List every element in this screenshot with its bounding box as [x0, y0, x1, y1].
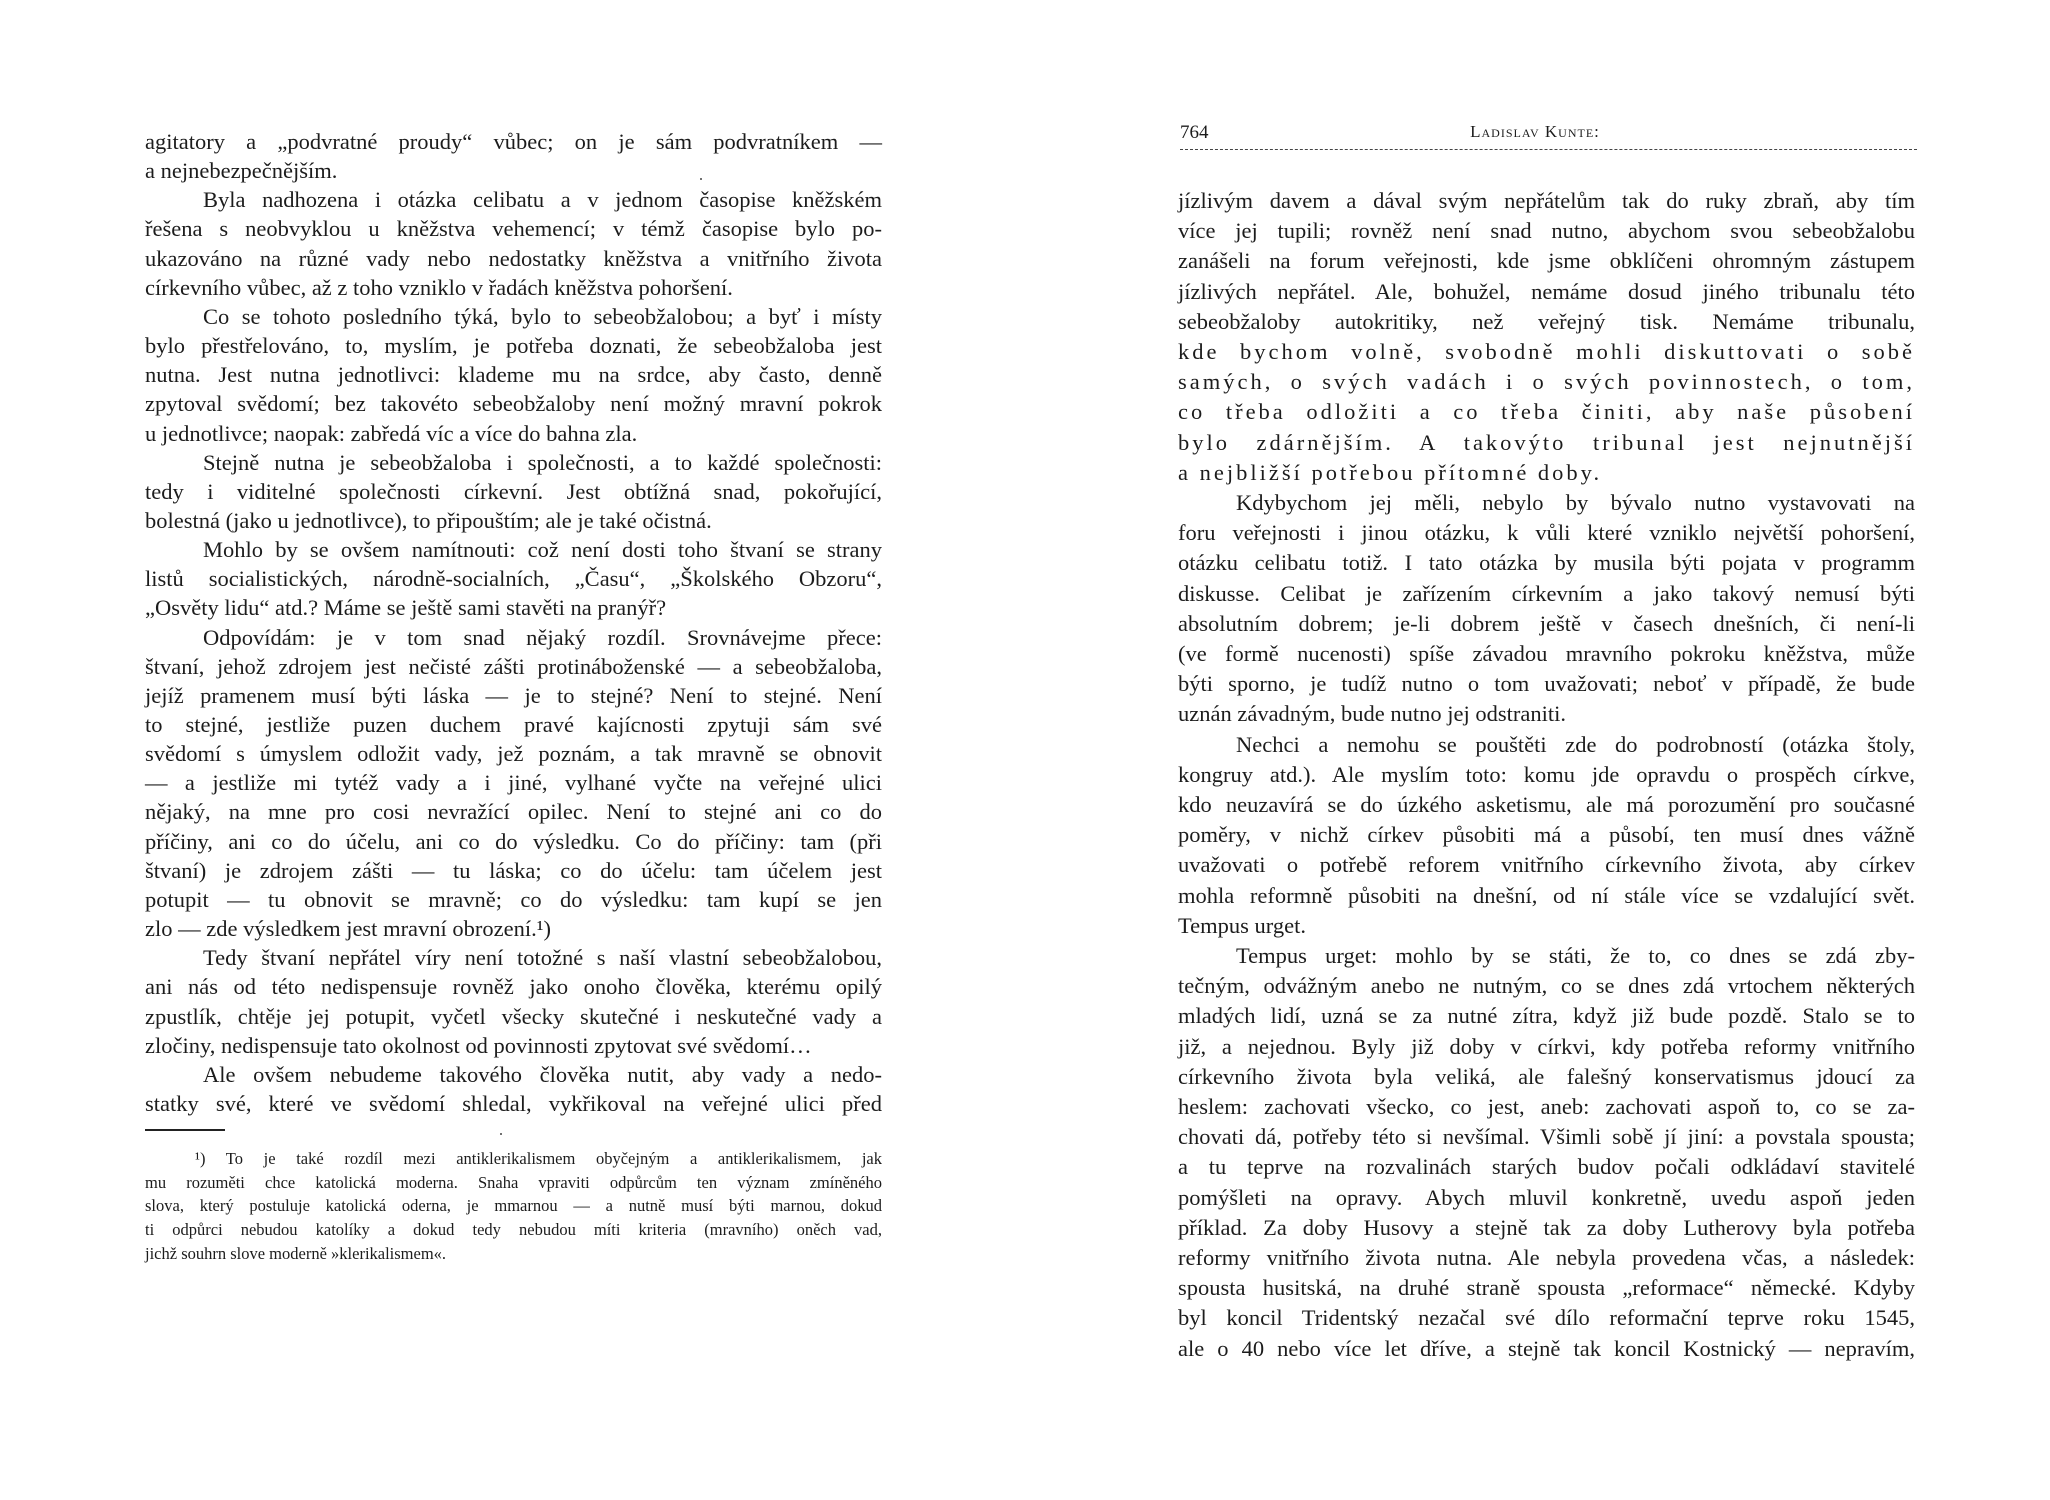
text-line: otázku celibatu totiž. I tato otázka by musila býti pojata v programm	[1178, 550, 1915, 576]
text-line: zanášeli na forum veřejnosti, kde jsme obklíčeni ohromným zástupem	[1178, 248, 1915, 274]
text-line: příčiny, ani co do účelu, ani co do výsledku. Co do příčiny: tam (při	[145, 828, 882, 854]
text-line: bylo zdárnějším. A takovýto tribunal jest nejnutnější	[1178, 429, 1915, 455]
text-line: Tempus urget.	[1178, 912, 1306, 938]
scan-speck	[500, 1133, 502, 1135]
text-line: ukazováno na různé vady nebo nedostatky kněžstva a vnitřního života	[145, 245, 882, 271]
text-line: Byla nadhozena i otázka celibatu a v jednom časopise kněžském	[203, 187, 882, 213]
text-line: jízlivým davem a dával svým nepřátelům tak do ruky zbraň, aby tím	[1178, 188, 1915, 213]
text-line: — a jestliže mi tytéž vady a i jiné, vylhané vyčte na veřejné ulici	[145, 770, 882, 796]
text-line: štvaní, jehož zdrojem jest nečisté zášti protináboženské — a sebeobžaloba,	[145, 653, 882, 679]
text-line: Co se tohoto posledního týká, bylo to sebeobžalobou; a byť i místy	[203, 303, 882, 329]
text-line: Tedy štvaní nepřátel víry není totožné s naší vlastní sebeobžalobou,	[203, 945, 882, 971]
text-line: Mohlo by se ovšem namítnouti: což není dosti toho štvaní se strany	[203, 537, 882, 563]
text-line: tedy i viditelné společnosti církevní. Jest obtížná snad, pokořující,	[145, 478, 882, 504]
text-line: církevního života byla veliká, ale falešný konservatismus jdoucí za	[1178, 1063, 1915, 1089]
text-line: Stejně nutna je sebeobžaloba i společnosti, a to každé společnosti:	[203, 449, 882, 475]
text-line: kde bychom volně, svobodně mohli diskuttovati o sobě	[1178, 339, 1915, 364]
text-line: byl koncil Tridentský nezačal své dílo reformační teprve roku 1545,	[1178, 1305, 1915, 1331]
text-line: spousta husitská, na druhé straně spousta „reformace“ německé. Kdyby	[1178, 1275, 1915, 1301]
text-line: Nechci a nemohu se pouštěti zde do podrobností (otázka štoly,	[1236, 731, 1915, 757]
text-line: bolestná (jako u jednotlivce), to připouštím; ale je také očistná.	[145, 507, 712, 533]
text-line: jejíž pramenem musí býti láska — je to stejné? Není to stejné. Není	[145, 682, 882, 708]
text-line: co třeba odložiti a co třeba činiti, aby naše působení	[1178, 399, 1915, 425]
text-line: a nejbližší potřebou přítomné doby.	[1178, 459, 1603, 485]
text-line: uznán závadným, bude nutno jej odstraniti.	[1178, 701, 1567, 727]
text-line: ani nás od této nedispensuje rovněž jako onoho člověka, kterému opilý	[145, 974, 882, 1000]
text-line: u jednotlivce; naopak: zabředá víc a více do bahna zla.	[145, 420, 638, 446]
text-line: pomýšleti na opravy. Abych mluvil konkretně, uvedu aspoň jeden	[1178, 1184, 1915, 1210]
text-line: kdo neuzavírá se do úzkého asketismu, ale má porozumění pro současné	[1178, 792, 1915, 817]
text-line: poměry, v nichž církev působiti má a působí, ten musí dnes vážně	[1178, 822, 1915, 848]
text-line: Ale ovšem nebudeme takového člověka nutit, aby vady a nedo-	[203, 1061, 882, 1087]
text-line: zločiny, nedispensuje tato okolnost od povinnosti zpytovat své svědomí…	[145, 1032, 812, 1058]
text-line: jízlivých nepřátel. Ale, bohužel, nemáme dosud jiného tribunalu této	[1178, 278, 1915, 304]
text-line: a tu teprve na rozvalinách starých budov počali odkládaví stavitelé	[1178, 1154, 1915, 1180]
text-line: nějaký, na mne pro cosi nevražící opilec. Není to stejné ani co do	[145, 799, 882, 825]
text-line: tečným, odvážným anebo ne nutným, co se dnes zdá vrtochem některých	[1178, 973, 1915, 999]
text-line: slova, který postuluje katolická oderna, je mmarnou — a nutně musí býti marnou, dokud	[145, 1196, 882, 1216]
right-page	[1025, 0, 2050, 1500]
running-title: Ladislav Kunte:	[1470, 122, 1600, 141]
text-line: listů socialistických, národně-socialních, „Času“, „Školského Obzoru“,	[145, 566, 882, 592]
text-line: ¹) To je také rozdíl mezi antiklerikalismem obyčejným a antiklerikalismem, jak	[195, 1149, 882, 1168]
text-line: foru veřejnosti i jinou otázku, k vůli které vzniklo největší pohoršení,	[1178, 520, 1915, 546]
text-line: to stejné, jestliže puzen duchem pravé kajícnosti zpytuji sám své	[145, 712, 882, 737]
text-line: Odpovídám: je v tom snad nějaký rozdíl. Srovnávejme přece:	[203, 624, 882, 650]
text-line: samých, o svých vadách i o svých povinnostech, o tom,	[1178, 369, 1915, 395]
text-line: statky své, které ve svědomí shledal, vykřikoval na veřejné ulici před	[145, 1090, 882, 1116]
text-line: nutna. Jest nutna jednotlivci: klademe mu na srdce, aby často, denně	[145, 362, 882, 388]
text-line: absolutním dobrem; je-li dobrem ještě v časech dnešních, či není-li	[1178, 610, 1915, 636]
text-line: reformy vnitřního života nutna. Ale nebyla provedena včas, a následek:	[1178, 1245, 1915, 1270]
footnote-separator	[145, 1129, 225, 1131]
text-line: diskusse. Celibat je zařízením církevním a jako takový nemusí býti	[1178, 580, 1915, 606]
text-line: Kdybychom jej měli, nebylo by bývalo nutno vystavovati na	[1236, 490, 1915, 515]
text-line: a nejnebezpečnějším.	[145, 158, 338, 184]
text-line: sebeobžaloby autokritiky, než veřejný tisk. Nemáme tribunalu,	[1178, 308, 1915, 334]
text-line: štvaní) je zdrojem zášti — tu láska; co do účelu: tam účelem jest	[145, 857, 882, 883]
text-line: chovati dá, potřeby této si nevšímal. Všimli sobě jí jiní: a povstala spousta;	[1178, 1124, 1915, 1150]
text-line: mu rozuměti chce katolická moderna. Snaha vpraviti odpůrcům ten význam zmíněného	[145, 1172, 882, 1192]
text-line: Tempus urget: mohlo by se státi, že to, co dnes se zdá zby-	[1236, 943, 1915, 968]
text-line: kongruy atd.). Ale myslím toto: komu jde opravdu o prospěch církve,	[1178, 761, 1915, 787]
text-line: ale o 40 nebo více let dříve, a stejně tak koncil Kostnický — nepravím,	[1178, 1335, 1915, 1361]
text-line: býti sporno, je tudíž nutno o tom uvažovati; neboť v případě, že bude	[1178, 671, 1915, 697]
text-line: řešena s neobvyklou u kněžstva vehemencí; v témž časopise bylo po-	[145, 216, 882, 242]
page-number: 764	[1180, 122, 1209, 143]
scan-speck	[700, 178, 702, 180]
text-line: svědomí s úmyslem odložit vady, jež poznám, a tak mravně se obnovit	[145, 741, 882, 767]
text-line: mohla reformně působiti na dnešní, od ní stále více se vzdalující svět.	[1178, 882, 1915, 908]
text-line: ti odpůrci nebudou katolíky a dokud tedy nebudou míti kriteria (mravního) oněch vad,	[145, 1220, 882, 1240]
header-rule	[1180, 149, 1917, 150]
text-line: „Osvěty lidu“ atd.? Máme se ještě sami stavěti na pranýř?	[145, 595, 667, 621]
text-line: potupit — tu obnovit se mravně; co do výsledku: tam kupí se jen	[145, 886, 882, 912]
text-line: již, a nejednou. Byly již doby v církvi, kdy potřeba reformy vnitřního	[1178, 1033, 1915, 1059]
text-line: heslem: zachovati všecko, co jest, aneb: zachovati aspoň to, co se za-	[1178, 1094, 1915, 1119]
text-line: agitatory a „podvratné proudy“ vůbec; on je sám podvratníkem —	[145, 129, 882, 154]
text-line: mladých lidí, uzná se za nutné zítra, když již bude pozdě. Stalo se to	[1178, 1003, 1915, 1029]
text-line: (ve formě nucenosti) spíše závadou mravního pokroku kněžstva, může	[1178, 641, 1915, 666]
text-line: církevního vůbec, až z toho vzniklo v řadách kněžstva pohoršení.	[145, 274, 733, 300]
text-line: příklad. Za doby Husovy a stejně tak za doby Lutherovy byla potřeba	[1178, 1214, 1915, 1240]
text-line: zpustlík, chtěje jej potupit, vyčetl všecky skutečné i neskutečné vady a	[145, 1003, 882, 1029]
text-line: zpytoval svědomí; bez takovéto sebeobžaloby není možný mravní pokrok	[145, 391, 882, 417]
text-line: zlo — zde výsledkem jest mravní obrození.¹)	[145, 916, 551, 942]
text-line: bylo přestřelováno, to, myslím, je potřeba doznati, že sebeobžaloba jest	[145, 333, 882, 359]
text-line: uvažovati o potřebě reforem vnitřního církevního života, aby církev	[1178, 852, 1915, 878]
text-line: více jej tupili; rovněž není snad nutno, abychom svou sebeobžalobu	[1178, 218, 1915, 244]
text-line: jichž souhrn slove moderně »klerikalismem«.	[145, 1243, 447, 1263]
